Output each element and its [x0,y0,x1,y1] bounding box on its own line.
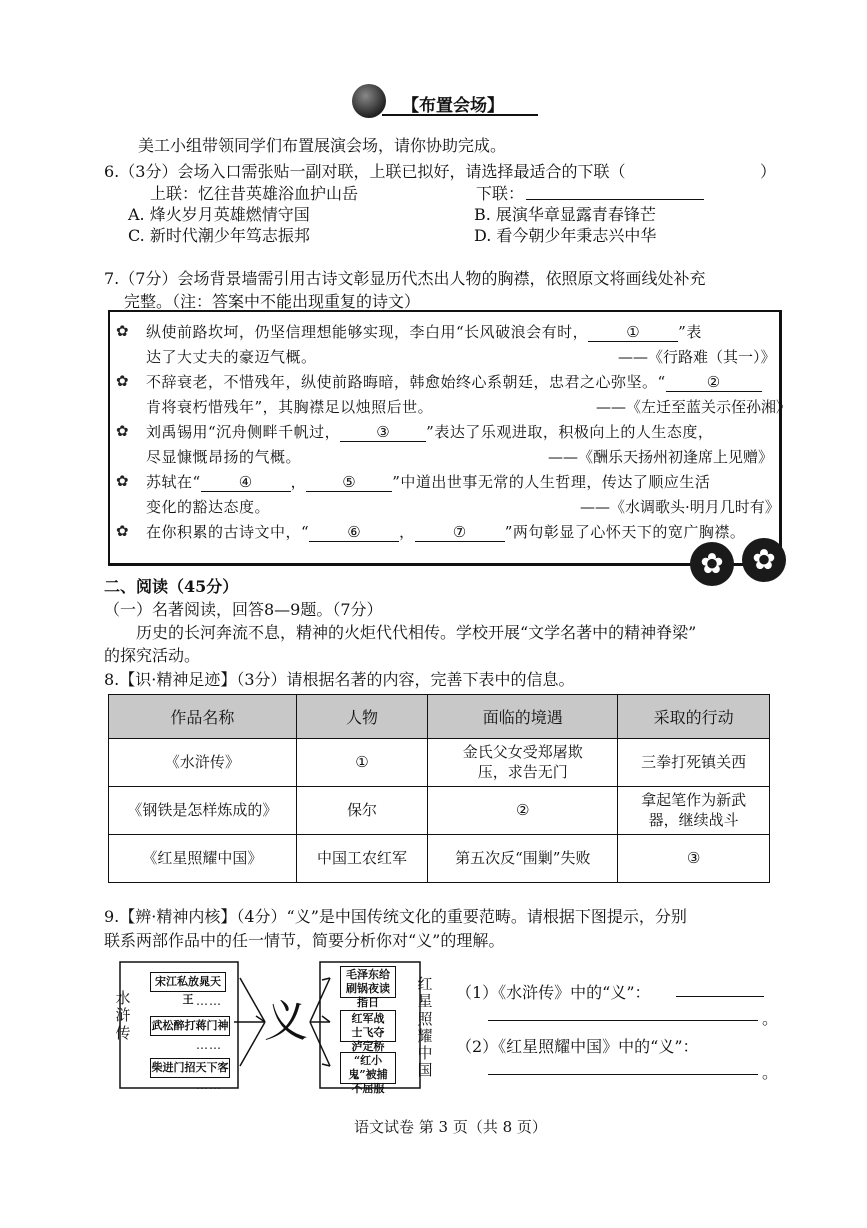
title-underline [382,114,538,116]
section2-title: 二、阅读（45分） [104,577,239,596]
table-header: 人物 [296,695,428,739]
section2-intro-line2: 的探究活动。 [104,646,201,665]
q7-item1-line1 [146,321,702,342]
decorative-flower-icon: ✿ [690,542,734,586]
q6-lower-label: 下联： [476,184,525,203]
diagram-box-wusong: 武松醉打蒋门神 [150,1016,230,1036]
q7-item1-line2: 达了大丈夫的豪迈气概。 [146,348,317,366]
diagram-label-shuihu: 水浒传 [115,989,131,1042]
table-header-row [109,695,770,739]
q6-upper-couplet: 上联：忆往昔英雄浴血护山岳 [150,184,359,203]
table-cell: 《钢铁是怎样炼成的》 [109,787,297,835]
q6-option-d[interactable]: D. 看今朝少年秉志兴中华 [474,226,657,245]
q9-answer2-blank[interactable] [488,1074,758,1075]
q7-item3-line2: 尽显慷慨昂扬的气概。 [146,448,302,466]
q7-item4-comma: ， [290,473,307,491]
section2-intro-line1: 历史的长河奔流不息，精神的火炬代代相传。学校开展“文学名著中的精神脊梁” [136,623,697,642]
diagram-ellipsis: …… [196,994,222,1008]
table-cell: 金氏父女受郑屠欺压，求告无门 [428,739,618,787]
page-footer: 语文试卷 第 3 页（共 8 页） [354,1118,547,1136]
q9-answer1-blank-b[interactable] [488,1020,758,1021]
q7-blank-5[interactable]: ⑤ [306,473,392,492]
section-title: 【布置会场】 [402,96,504,116]
q6-option-b[interactable]: B. 展演华章显露青春锋芒 [474,205,656,224]
q6-paren-close: ） [760,162,777,181]
q8-stem: 8.【识·精神足迹】（3分）请根据名著的内容，完善下表中的信息。 [104,670,575,689]
q9-stem-line2: 联系两部作品中的任一情节，简要分析你对“义”的理解。 [104,931,505,950]
q9-stem-line1: 9.【辨·精神内核】（4分）“义”是中国传统文化的重要范畴。请根据下图提示，分别 [104,907,687,926]
table-blank-1[interactable]: ① [296,739,428,787]
diagram-label-hongxing: 红星照耀中国 [417,975,433,1080]
table-blank-2[interactable]: ② [428,787,618,835]
q7-item5-line1 [146,521,745,542]
table-cell: 拿起笔作为新武器，继续战斗 [618,787,770,835]
q8-table [108,694,770,883]
q7-item5-comma: ， [399,523,415,541]
q9-answer2-period: 。 [762,1063,779,1082]
diagram-box-chaijin: 柴进门招天下客 [150,1058,230,1078]
table-cell: 三拳打死镇关西 [618,739,770,787]
q7-item2-source: ——《左迁至蓝关示侄孙湘》 [596,398,792,416]
q7-item4-text-b: ”中道出世事无常的人生哲理，传达了顺应生活 [392,473,711,491]
q7-item1-text-a: 纵使前路坎坷，仍坚信理想能够实现，李白用“长风破浪会有时， [146,323,589,341]
table-header: 采取的行动 [618,695,770,739]
diagram-box-songjiang: 宋江私放晁天王 [150,972,226,992]
table-row [109,787,770,835]
table-row [109,835,770,883]
q9-answer1-period: 。 [762,1009,779,1028]
flower-bullet-icon: ✿ [116,522,129,540]
q6-option-c[interactable]: C. 新时代潮少年笃志振邦 [128,226,310,245]
q7-item4-source: ——《水调歌头·明月几时有》 [580,498,780,516]
q7-item1-source: ——《行路难（其一）》 [618,348,776,366]
q7-item4-text-a: 苏轼在“ [146,473,201,491]
q9-answer1-blank-a[interactable] [676,996,764,997]
q7-blank-6[interactable]: ⑥ [309,523,399,542]
q7-blank-4[interactable]: ④ [201,473,291,492]
q6-lower-blank[interactable] [526,199,704,200]
flower-bullet-icon: ✿ [116,372,129,390]
q7-item3-text-a: 刘禹锡用“沉舟侧畔千帆过， [146,423,341,441]
table-header: 作品名称 [109,695,297,739]
q7-item5-text-a: 在你积累的古诗文中，“ [146,523,310,541]
table-header: 面临的境遇 [428,695,618,739]
q7-item2-line1 [146,371,762,392]
table-cell: 中国工农红军 [296,835,428,883]
q6-stem: 6.（3分）会场入口需张贴一副对联，上联已拟好，请选择最适合的下联（ [104,162,626,181]
flower-bullet-icon: ✿ [116,322,129,340]
q7-item3-line1 [146,421,713,442]
q9-answer1-label: （1）《水浒传》中的“义”： [456,983,651,1002]
decorative-flower-icon: ✿ [742,538,786,582]
q7-item3-text-b: ”表达了乐观进取，积极向上的人生态度， [426,423,714,441]
q7-item4-line2: 变化的豁达态度。 [146,498,271,516]
q6-option-a[interactable]: A. 烽火岁月英雄燃情守国 [128,205,310,224]
header-dot-icon [352,84,386,118]
diagram-box-luding: 红军战士飞夺泸定桥 [340,1010,396,1042]
diagram-ellipsis: …… [196,1078,222,1092]
diagram-ellipsis: …… [196,1038,222,1052]
table-cell: 保尔 [296,787,428,835]
q7-item3-source: ——《酬乐天扬州初逢席上见赠》 [548,448,774,466]
q7-item2-line2: 肯将衰朽惜残年”，其胸襟足以烛照后世。 [146,398,434,416]
section2-subtitle: （一）名著阅读，回答8—9题。（7分） [104,600,383,619]
q7-blank-1[interactable]: ① [588,323,678,342]
q7-stem-line1: 7.（7分）会场背景墙需引用古诗文彰显历代杰出人物的胸襟，依照原文将画线处补充 [104,269,706,288]
diagram-center-yi: 义 [264,996,308,1047]
diagram-box-hongxiaogui: “红小鬼”被捕不屈服 [340,1052,396,1084]
q7-stem-line2: 完整。（注：答案中不能出现重复的诗文） [124,292,421,311]
q7-blank-3[interactable]: ③ [340,423,426,442]
q7-blank-2[interactable]: ② [666,373,762,392]
q7-item5-text-b: ”两句彰显了心怀天下的宽广胸襟。 [504,523,746,541]
intro-text: 美工小组带领同学们布置展演会场，请你协助完成。 [138,136,507,155]
table-cell: 第五次反“围剿”失败 [428,835,618,883]
q7-item1-text-b: ”表 [678,323,702,341]
table-row [109,739,770,787]
q7-blank-7[interactable]: ⑦ [415,523,505,542]
flower-bullet-icon: ✿ [116,422,129,440]
table-blank-3[interactable]: ③ [618,835,770,883]
q9-answer2-label: （2）《红星照耀中国》中的“义”： [456,1037,699,1056]
flower-bullet-icon: ✿ [116,472,129,490]
table-cell: 《红星照耀中国》 [109,835,297,883]
table-cell: 《水浒传》 [109,739,297,787]
q7-item4-line1 [146,471,710,492]
diagram-box-mao: 毛泽东给刷锅夜读指日 [340,966,396,998]
q7-item2-text-a: 不辞衰老，不惜残年，纵使前路晦暗，韩愈始终心系朝廷，忠君之心弥坚。“ [146,373,666,391]
